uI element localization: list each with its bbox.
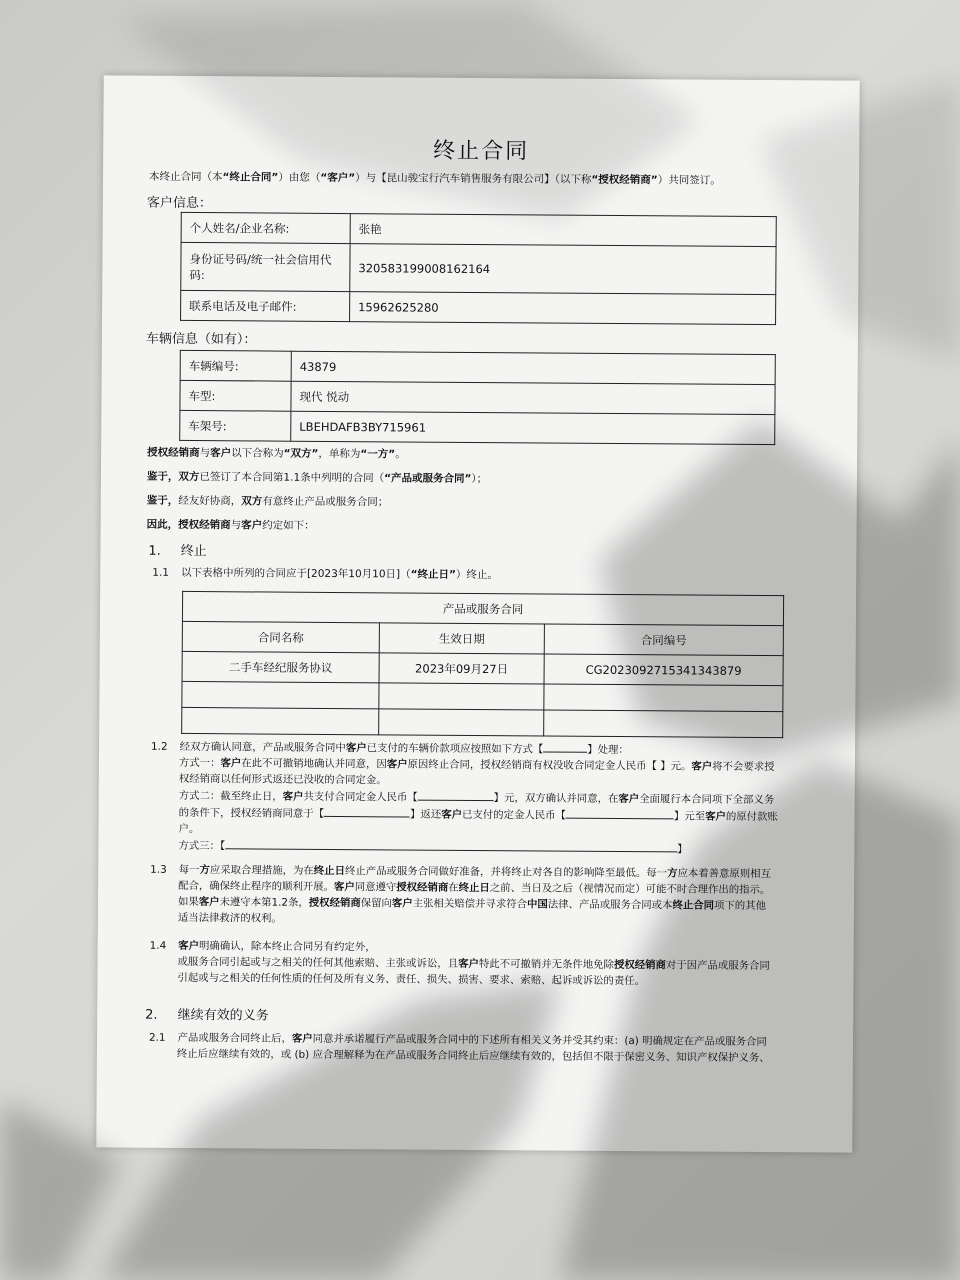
recital-whereas-2: 鉴于，经友好协商，双方有意终止产品或服务合同； (146, 494, 389, 509)
clause-1-2: 1.2 经双方确认同意，产品或服务合同中客户已支付的车辆价款项应按照如下方式【 】处理： 方式一：客户在此不可撤销地确认并同意，因客户原因终止合同，授权经销商有权没收合同定金人民币【 】元。客户将不会要求授 权经销商以任何形式返还已没收的合同定金。 方式二：截至终止日，客户共支付合同定金人民币【 】元，双方确认并同意，在客户全面履行本合同项下全部义务 的条件下，授权经销商同意于【 】返还客户已支付的定金人民币【 】元至客户的原付款账 户。 方式三：【 】 (151, 740, 778, 856)
contract-table (181, 591, 784, 738)
clause-2-1: 2.1 产品或服务合同终止后，客户同意并承诺履行产品或服务合同中的下述所有相关义务并受其约束：(a) 明确规定在产品或服务合同 终止后应继续有效的，或 (b) 应合理解释为在产品或服务合同终止后应继续有效的，包括但不限于保密义务、知识产权保护义务、 (148, 1031, 770, 1065)
customer-id-value: 320583199008162164 (350, 244, 776, 295)
recital-parties: 授权经销商与客户以下合称为“双方”，单称为“一方”。 (147, 446, 406, 461)
vehicle-table (179, 350, 776, 445)
vehicle-heading: 车辆信息（如有）： (145, 331, 257, 348)
customer-name-value: 张艳 (350, 214, 776, 247)
cell-contract-number: CG2023092715341343879 (544, 654, 783, 686)
customer-contact-label: 联系电话及电子邮件: (181, 290, 350, 321)
section-1-heading: 1. 终止 (148, 543, 207, 560)
customer-heading: 客户信息： (146, 195, 212, 212)
vehicle-model-value: 现代 悦动 (291, 381, 775, 414)
customer-id-label: 身份证号码/统一社会信用代码: (181, 242, 350, 291)
contract-paper (96, 75, 859, 1152)
clause-1-3: 1.3 每一方应采取合理措施，为在终止日终止产品或服务合同做好准备，并将终止对各自的影响降至最低。每一方应本着善意原则相互 配合，确保终止程序的顺利开展。客户同意遵守授权经销商在终止日之前、当日及之后（视情况而定）可能不时合理作出的指示。 如果客户未遵守本第1.2条，授权经销商保留向客户主张相关赔偿并寻求符合中国法律、产品或服务合同或本终止合同项下的其他 适当法律救济的权利。 (150, 863, 772, 925)
cell-effective-date: 2023年09月27日 (379, 653, 544, 684)
customer-contact-value: 15962625280 (350, 292, 776, 325)
vehicle-model-label: 车型: (180, 380, 291, 411)
customer-table (180, 212, 777, 325)
recital-therefore: 因此，授权经销商与客户约定如下： (146, 518, 315, 532)
table-row-empty (182, 707, 783, 737)
vehicle-number-value: 43879 (291, 351, 775, 384)
table-row (182, 651, 783, 685)
intro-line: 本终止合同（本“终止合同”）由您（“客户”）与【昆山骏宝行汽车销售服务有限公司】（以下称“授权经销商”）共同签订。 (149, 170, 721, 187)
clause-1-4: 1.4 客户明确确认，除本终止合同另有约定外， 或服务合同引起或与之相关的任何其他索赔、主张或诉讼，且客户特此不可撤销并无条件地免除授权经销商对于因产品或服务合同 引起或与之相关的任何性质的任何及所有义务、责任、损失、损害、要求、索赔、起诉或诉讼的责任。 (149, 939, 770, 988)
customer-name-label: 个人姓名/企业名称: (181, 212, 350, 243)
contract-table-caption: 产品或服务合同 (182, 591, 783, 625)
header-effective-date: 生效日期 (379, 623, 544, 654)
section-2-heading: 2. 继续有效的义务 (145, 1007, 269, 1024)
recital-whereas-1: 鉴于，双方已签订了本合同第1.1条中列明的合同（“产品或服务合同”）； (146, 470, 488, 486)
cell-contract-name: 二手车经纪服务协议 (182, 651, 379, 682)
header-contract-number: 合同编号 (544, 624, 783, 656)
clause-1-1: 1.1 以下表格中所列的合同应于[2023年10月10日]（“终止日”）终止。 (152, 566, 498, 582)
header-contract-name: 合同名称 (182, 621, 379, 652)
vehicle-vin-label: 车架号: (180, 410, 291, 441)
page-title: 终止合同 (433, 138, 530, 165)
vehicle-number-label: 车辆编号: (180, 350, 291, 381)
vehicle-vin-value: LBEHDAFB3BY715961 (291, 411, 775, 444)
